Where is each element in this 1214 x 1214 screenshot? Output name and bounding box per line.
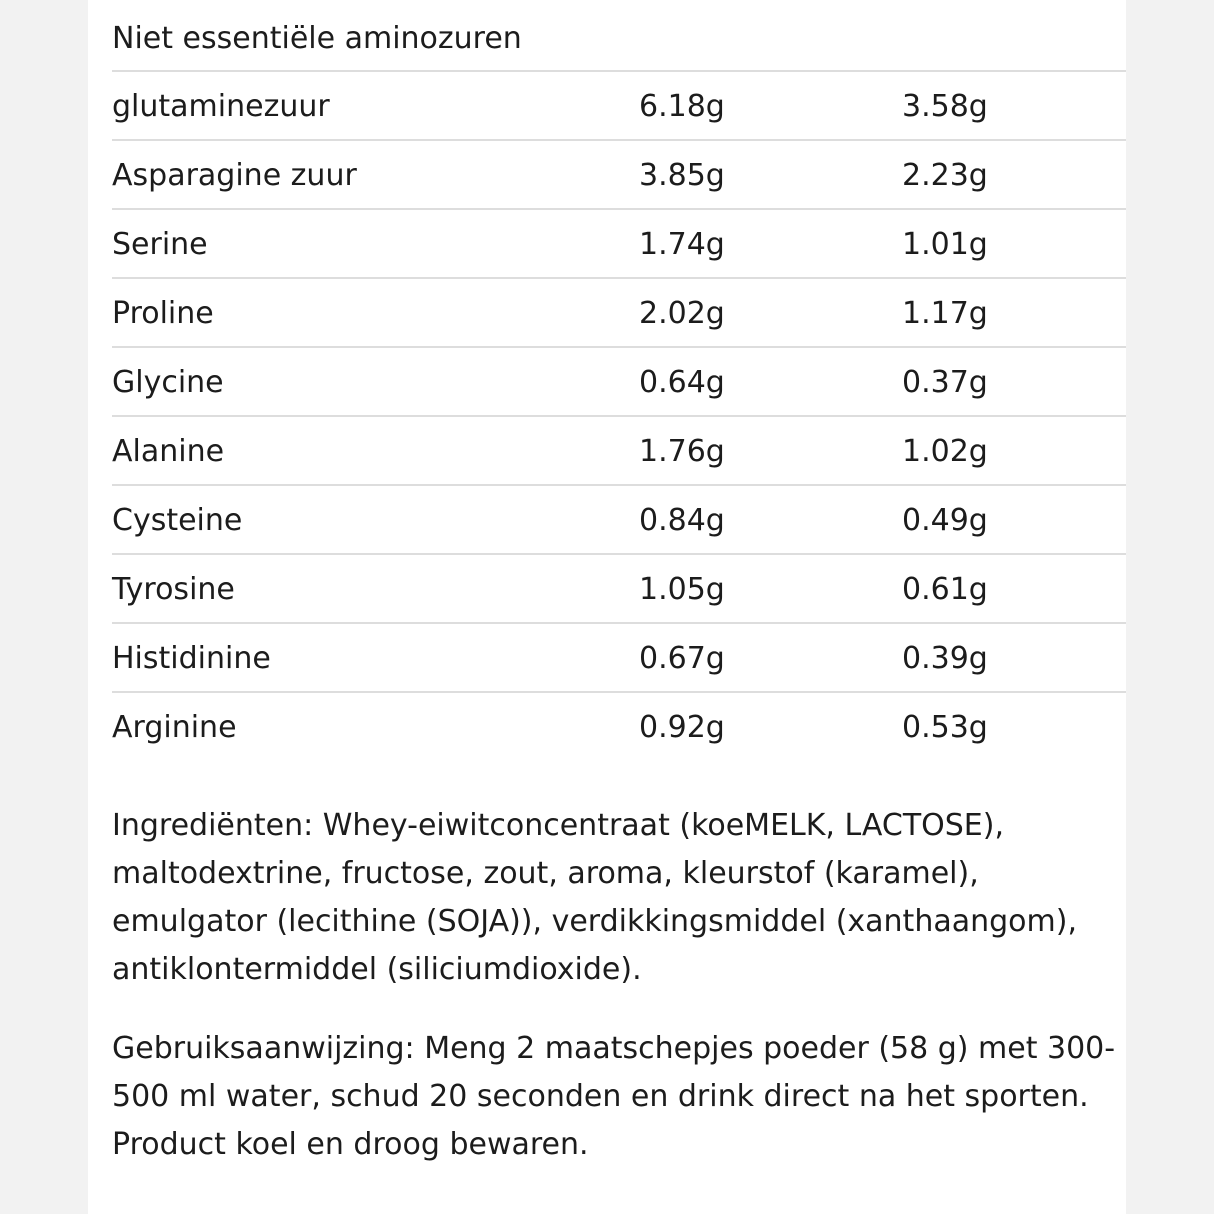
table-row [112,624,1126,693]
table-row [112,141,1126,210]
amino-acid-table [112,72,1126,762]
amino-name: Asparagine zuur [112,158,357,193]
amino-value-per-100g: 0.37g [902,365,988,400]
amino-value-per-serving: 0.64g [639,365,725,400]
table-row [112,555,1126,624]
amino-name: Cysteine [112,503,243,538]
amino-value-per-100g: 1.17g [902,296,988,331]
amino-name: Proline [112,296,214,331]
table-row [112,348,1126,417]
table-row [112,279,1126,348]
table-row [112,72,1126,141]
table-row [112,486,1126,555]
amino-value-per-serving: 1.05g [639,572,725,607]
amino-name: Arginine [112,710,237,745]
table-row [112,693,1126,762]
amino-value-per-100g: 3.58g [902,89,988,124]
table-row [112,417,1126,486]
amino-name: Serine [112,227,208,262]
amino-value-per-100g: 2.23g [902,158,988,193]
table-row [112,210,1126,279]
amino-name: Alanine [112,434,225,469]
amino-name: glutaminezuur [112,89,330,124]
section-title: Niet essentiële aminozuren [112,0,1126,72]
usage-instructions: Gebruiksaanwijzing: Meng 2 maatschepjes poeder (58 g) met 300-500 ml water, schud 20 seconden en drink direct na het sporten. Product koel en droog bewaren. [112,1031,1116,1162]
amino-name: Glycine [112,365,224,400]
amino-value-per-100g: 0.61g [902,572,988,607]
amino-value-per-100g: 1.01g [902,227,988,262]
amino-value-per-serving: 0.92g [639,710,725,745]
amino-value-per-serving: 1.74g [639,227,725,262]
content-panel [88,0,1126,1214]
ingredients-text: Ingrediënten: Whey-eiwitconcentraat (koeMELK, LACTOSE), maltodextrine, fructose, zout, aroma, kleurstof (karamel), emulgator (lecithine (SOJA)), verdikkingsmiddel (xanthaangom), antiklontermiddel (siliciumdioxide). [112,808,1077,987]
amino-value-per-serving: 6.18g [639,89,725,124]
amino-value-per-serving: 2.02g [639,296,725,331]
amino-value-per-100g: 0.53g [902,710,988,745]
amino-value-per-serving: 1.76g [639,434,725,469]
amino-name: Tyrosine [112,572,235,607]
amino-value-per-100g: 0.49g [902,503,988,538]
nutrition-content [112,0,1126,1162]
amino-value-per-100g: 1.02g [902,434,988,469]
amino-value-per-serving: 0.84g [639,503,725,538]
amino-value-per-100g: 0.39g [902,641,988,676]
amino-value-per-serving: 3.85g [639,158,725,193]
amino-value-per-serving: 0.67g [639,641,725,676]
amino-name: Histidinine [112,641,271,676]
